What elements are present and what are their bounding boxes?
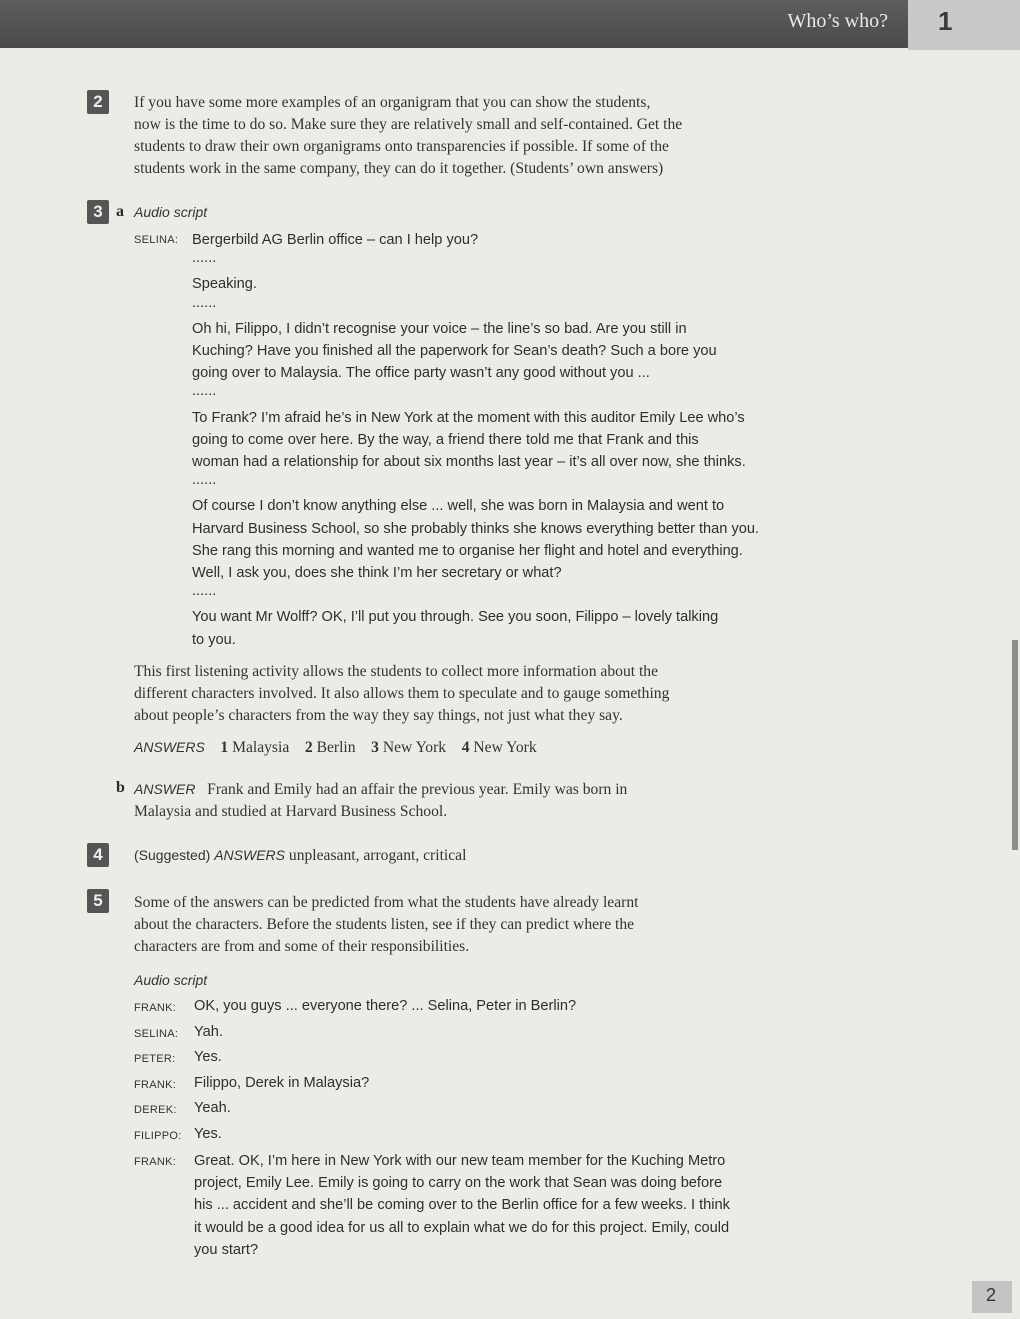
page-edge bbox=[1012, 640, 1018, 850]
section-5-line: characters are from and some of their responsibilities. bbox=[134, 938, 470, 955]
answer-4 bbox=[134, 847, 466, 865]
speaker-filippo: FILIPPO: bbox=[134, 1130, 182, 1142]
audio-script-3a bbox=[192, 229, 792, 651]
script-line: Kuching? Have you finished all the paperwork for Sean’s death? Such a bore you bbox=[192, 342, 717, 359]
suggested-prefix: (Suggested) bbox=[134, 847, 211, 863]
section-2-badge: 2 bbox=[87, 90, 109, 114]
part-b-letter: b bbox=[116, 779, 125, 796]
script-ellipsis: ...... bbox=[192, 250, 217, 267]
notes-line: about people’s characters from the way they say things, not just what they say. bbox=[134, 707, 623, 724]
section-2-line: If you have some more examples of an organigram that you can show the students, bbox=[134, 94, 651, 111]
section-5-badge: 5 bbox=[87, 889, 109, 913]
audio-script-label: Audio script bbox=[134, 204, 208, 220]
dialogue-line: Filippo, Derek in Malaysia? bbox=[194, 1075, 370, 1091]
unit-tab bbox=[908, 0, 1020, 50]
answer-text: Malaysia bbox=[232, 739, 290, 756]
audio-script-label: Audio script bbox=[134, 972, 208, 988]
answer-3b bbox=[134, 778, 794, 823]
speaker-peter: PETER: bbox=[134, 1053, 176, 1065]
speaker-frank: FRANK: bbox=[134, 1002, 177, 1014]
speaker-selina: SELINA: bbox=[134, 1028, 179, 1040]
dialogue-line: Yah. bbox=[194, 1024, 223, 1040]
answer-number: 1 bbox=[220, 739, 229, 756]
answer-number: 4 bbox=[461, 739, 470, 756]
script-line: going over to Malaysia. The office party wasn’t any good without you ... bbox=[192, 365, 650, 382]
dialogue-line: Yes. bbox=[194, 1049, 222, 1065]
script-line: She rang this morning and wanted me to organise her flight and hotel and everything. bbox=[192, 542, 743, 559]
frank-speech bbox=[194, 1150, 794, 1261]
notes-line: different characters involved. It also allows them to speculate and to gauge something bbox=[134, 685, 670, 702]
script-line: Well, I ask you, does she think I’m her secretary or what? bbox=[192, 564, 562, 581]
answers-label: ANSWERS bbox=[214, 847, 285, 863]
answers-label: ANSWERS bbox=[134, 739, 205, 755]
section-5-text bbox=[134, 892, 794, 958]
chapter-title: Who’s who? bbox=[787, 10, 888, 32]
script-line: Speaking. bbox=[192, 276, 257, 293]
section-2-line: students work in the same company, they can do it together. (Students’ own answers) bbox=[134, 160, 664, 177]
section-2-text bbox=[134, 92, 794, 180]
dialogue-line: project, Emily Lee. Emily is going to carry on the work that Sean was doing before bbox=[194, 1175, 723, 1192]
notes-line: This first listening activity allows the students to collect more information about the bbox=[134, 663, 659, 680]
page-number: 2 bbox=[986, 1285, 997, 1305]
script-line: You want Mr Wolff? OK, I’ll put you through. See you soon, Filippo – lovely talking bbox=[192, 609, 719, 626]
script-ellipsis: ...... bbox=[192, 294, 217, 311]
dialogue-line: Yes. bbox=[194, 1126, 222, 1142]
answer-number: 2 bbox=[304, 739, 313, 756]
section-3-notes bbox=[134, 661, 794, 727]
dialogue-line: Yeah. bbox=[194, 1100, 231, 1116]
section-2-line: students to draw their own organigrams onto transparencies if possible. If some of the bbox=[134, 138, 669, 155]
unit-number: 1 bbox=[938, 6, 953, 36]
answer-b-line: Frank and Emily had an affair the previous year. Emily was born in bbox=[207, 781, 628, 798]
speaker-frank: FRANK: bbox=[134, 1156, 177, 1168]
dialogue-line: Great. OK, I’m here in New York with our new team member for the Kuching Metro bbox=[194, 1153, 726, 1169]
script-line: Bergerbild AG Berlin office – can I help you? bbox=[192, 232, 479, 248]
dialogue-line: you start? bbox=[194, 1241, 259, 1258]
section-5-line: Some of the answers can be predicted from what the students have already learnt bbox=[134, 894, 639, 911]
dialogue-line: it would be a good idea for us all to explain what we do for this project. Emily, could bbox=[194, 1219, 730, 1236]
script-ellipsis: ...... bbox=[192, 583, 217, 600]
running-header bbox=[0, 0, 908, 48]
answer-b-line: Malaysia and studied at Harvard Business School. bbox=[134, 803, 448, 820]
script-line: Harvard Business School, so she probably thinks she knows everything better than you. bbox=[192, 520, 760, 537]
dialogue-line: his ... accident and she’ll be coming over to the Berlin office for a few weeks. I think bbox=[194, 1197, 730, 1214]
part-a-letter: a bbox=[116, 203, 124, 220]
page-number-tab bbox=[972, 1281, 1012, 1313]
section-5-line: about the characters. Before the students listen, see if they can predict where the bbox=[134, 916, 635, 933]
section-3-badge: 3 bbox=[87, 200, 109, 224]
answer-text: New York bbox=[473, 739, 537, 756]
dialogue-line: OK, you guys ... everyone there? ... Selina, Peter in Berlin? bbox=[194, 998, 577, 1014]
speaker-selina: SELINA: bbox=[134, 234, 179, 246]
script-line: going to come over here. By the way, a friend there told me that Frank and this bbox=[192, 431, 699, 448]
script-line: woman had a relationship for about six months last year – it’s all over now, she thinks. bbox=[192, 453, 746, 470]
answers-3a bbox=[134, 739, 537, 757]
script-line: To Frank? I’m afraid he’s in New York at the moment with this auditor Emily Lee who’s bbox=[192, 409, 745, 426]
speaker-frank: FRANK: bbox=[134, 1079, 177, 1091]
script-line: Oh hi, Filippo, I didn’t recognise your voice – the line’s so bad. Are you still in bbox=[192, 320, 687, 337]
answer-label: ANSWER bbox=[134, 781, 196, 797]
script-ellipsis: ...... bbox=[192, 472, 217, 489]
answer-number: 3 bbox=[371, 739, 379, 756]
section-4-badge: 4 bbox=[87, 843, 109, 867]
answer-text: New York bbox=[382, 739, 447, 756]
script-line: to you. bbox=[192, 631, 236, 648]
script-line: Of course I don’t know anything else ... well, she was born in Malaysia and went to bbox=[192, 498, 725, 515]
section-2-line: now is the time to do so. Make sure they are relatively small and self-contained. Get the bbox=[134, 116, 683, 133]
answer-text: Berlin bbox=[316, 739, 356, 756]
script-ellipsis: ...... bbox=[192, 383, 217, 400]
speaker-derek: DEREK: bbox=[134, 1104, 177, 1116]
answer-text: unpleasant, arrogant, critical bbox=[288, 847, 467, 864]
